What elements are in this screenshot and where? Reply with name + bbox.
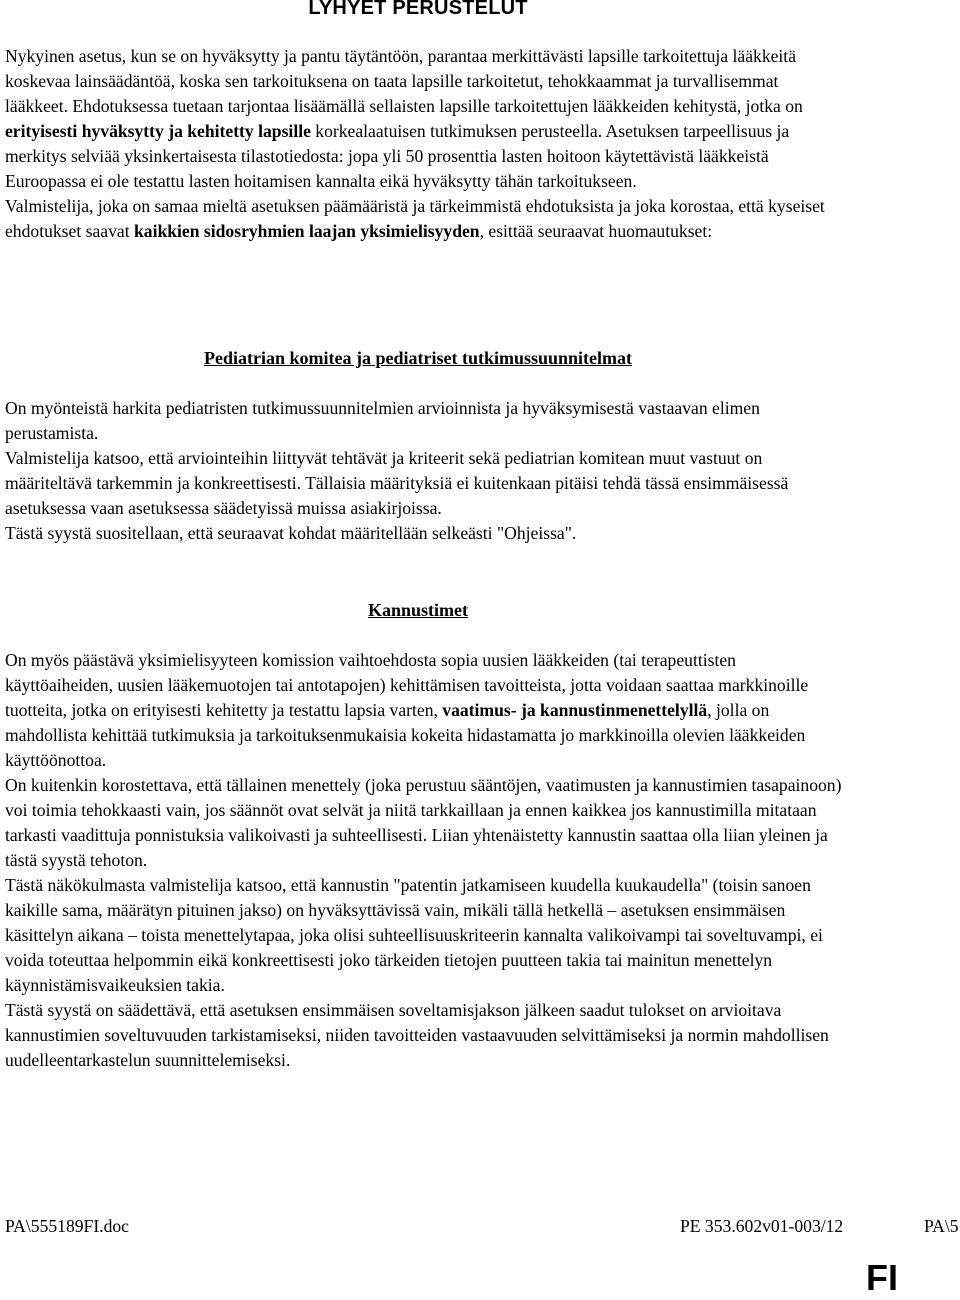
text-run: Valmistelija, joka on samaa mieltä asetuksen päämääristä ja tärkeimmistä ehdotuksista ja joka korostaa, että kyseiset ehdotukset saavat: [5, 196, 825, 241]
emphasized-text: kaikkien sidosryhmien laajan yksimielisyyden: [133, 221, 480, 241]
text-run: Tästä näkökulmasta valmistelija katsoo, että kannustin "patentin jatkamiseen kuudella kuukaudella" (toisin sanoen kaikille sama, määrätyn pituinen jakso) on hyväksyttävissä vain, mikäli tällä hetkellä – asetuksen ensimmäisen käsittelyn aikana – toista menettelytapaa, joka olisi suhteellisuuskriteerin kannalta valikoivampi tai soveltuvampi, ei voida toteuttaa helpommin eikä konkreettisesti joko tärkeiden tietojen puutteen takia tai mainitun menettelyn käynnistämisvaikeuksien takia.: [5, 875, 823, 995]
pediatric-committee-text: [5, 396, 845, 546]
text-run: Tästä syystä on säädettävä, että asetuksen ensimmäisen soveltamisjakson jälkeen saadut tulokset on arvioitava kannustimien soveltuvuuden tarkistamiseksi, niiden tavoitteiden vastaavuuden selvittämiseksi ja normin mahdollisen uudelleentarkastelun suunnittelemiseksi.: [5, 1000, 829, 1070]
text-run: On myös päästävä yksimielisyyteen komission vaihtoehdosta sopia uusien lääkkeiden (tai terapeuttisten käyttöaiheiden, uusien lääkemuotojen tai antotapojen) kehittämisen tavoitteista, jotta voidaan saattaa markkinoille tuotteita, jotka on erityisesti kehitetty ja testattu lapsia varten,: [5, 650, 809, 720]
page-title: LYHYET PERUSTELUT: [308, 0, 528, 19]
footer-pe-reference: PE 353.602v01-003/12: [680, 1216, 844, 1236]
incentives-text: [5, 648, 845, 1073]
text-run: , jolla on mahdollista kehittää tutkimuksia ja tarkoituksenmukaisia kokeita hidastamatta jo markkinoilla olevien lääkkeiden käyttöönottoa.: [5, 700, 806, 770]
footer-document-reference: PA\555189FI.doc: [5, 1216, 129, 1236]
intro-text: [5, 44, 845, 244]
text-run: Valmistelija katsoo, että arviointeihin liittyvät tehtävät ja kriteerit sekä pediatrian komitean muut vastuut on määriteltävä tarkemmin ja konkreettisesti. Tällaisia määrityksiä ei kuitenkaan pitäisi tehdä tässä ensimmäisessä asetuksessa vaan asetuksessa säädetyissä muissa asiakirjoissa.: [5, 448, 789, 518]
section-heading-pediatric-committee: Pediatrian komitea ja pediatriset tutkimussuunnitelmat: [203, 348, 632, 368]
emphasized-text: erityisesti hyväksytty ja kehitetty lapsille: [5, 121, 311, 141]
text-run: Nykyinen asetus, kun se on hyväksytty ja pantu täytäntöön, parantaa merkittävästi lapsille tarkoitettuja lääkkeitä koskevaa lainsäädäntöä, koska sen tarkoituksena on taata lapsille tarkoitetut, tehokkaammat ja turvallisemmat lääkkeet. Ehdotuksessa tuetaan tarjontaa lisäämällä sellaisten lapsille tarkoitettujen lääkkeiden kehitystä, jotka on: [5, 46, 803, 116]
text-run: On myönteistä harkita pediatristen tutkimussuunnitelmien arvioinnista ja hyväksymisestä vastaavan elimen perustamista.: [5, 398, 760, 443]
text-run: On kuitenkin korostettava, että tällainen menettely (joka perustuu sääntöjen, vaatimusten ja kannustimien tasapainoon) voi toimia tehokkaasti vain, jos säännöt ovat selvät ja niitä tarkkaillaan ja ennen kaikkea jos kannustimilla mitataan tarkasti vaadittuja ponnistuksia valikoivasti ja suhteellisesti. Liian yhtenäistetty kannustin saattaa olla liian yleinen ja tästä syystä tehoton.: [5, 775, 842, 870]
emphasized-text: vaatimus- ja kannustinmenettelyllä: [442, 700, 708, 720]
section-heading-incentives: Kannustimet: [367, 600, 468, 620]
text-run: , esittää seuraavat huomautukset:: [479, 221, 713, 241]
footer-right-reference: PA\5: [924, 1216, 959, 1236]
language-code: FI: [866, 1257, 898, 1298]
text-run: korkealaatuisen tutkimuksen perusteella. Asetuksen tarpeellisuus ja merkitys selviää yksinkertaisesta tilastotiedosta: jopa yli 50 prosenttia lasten hoitoon käytettävistä lääkkeistä Euroopassa ei ole testattu lasten hoitamisen kannalta eikä hyväksytty tähän tarkoitukseen.: [5, 121, 790, 191]
text-run: Tästä syystä suositellaan, että seuraavat kohdat määritellään selkeästi "Ohjeissa".: [5, 523, 577, 543]
